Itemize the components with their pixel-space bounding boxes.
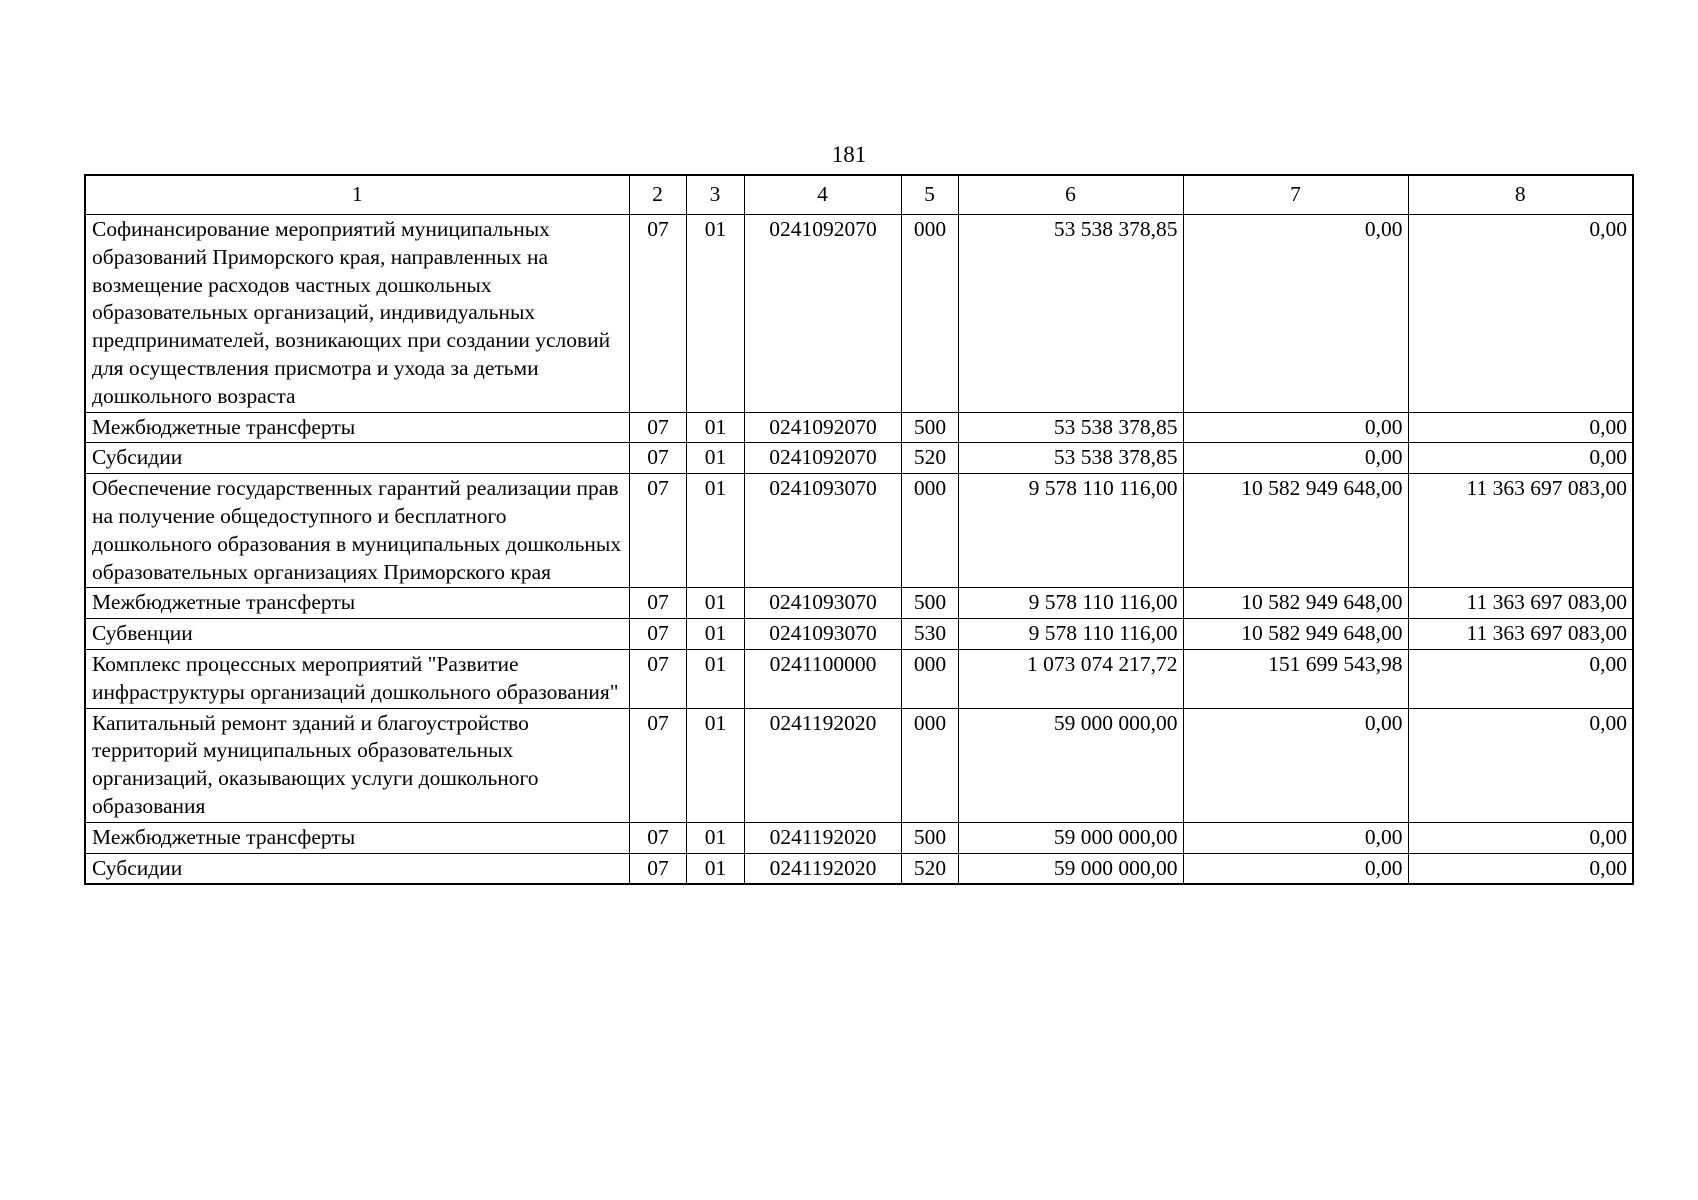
expense-type-code: 530	[901, 619, 958, 650]
amount-col-6: 59 000 000,00	[958, 853, 1183, 884]
subsection-code: 01	[686, 588, 744, 619]
header-cell-2: 2	[629, 175, 686, 215]
page-number: 181	[831, 142, 867, 167]
amount-col-8: 0,00	[1408, 853, 1633, 884]
section-code: 07	[629, 822, 686, 853]
expense-type-code: 520	[901, 443, 958, 474]
expense-type-code: 000	[901, 649, 958, 708]
amount-col-8: 0,00	[1408, 215, 1633, 413]
subsection-code: 01	[686, 443, 744, 474]
section-code: 07	[629, 649, 686, 708]
amount-col-6: 1 073 074 217,72	[958, 649, 1183, 708]
table-row	[85, 619, 1633, 650]
amount-col-8: 11 363 697 083,00	[1408, 619, 1633, 650]
target-article-code: 0241092070	[744, 443, 901, 474]
table-row	[85, 853, 1633, 884]
target-article-code: 0241192020	[744, 853, 901, 884]
amount-col-8: 0,00	[1408, 443, 1633, 474]
amount-col-7: 0,00	[1183, 708, 1408, 822]
row-name: Субвенции	[85, 619, 629, 650]
amount-col-7: 10 582 949 648,00	[1183, 619, 1408, 650]
table-row	[85, 474, 1633, 588]
table-row	[85, 588, 1633, 619]
subsection-code: 01	[686, 215, 744, 413]
section-code: 07	[629, 588, 686, 619]
subsection-code: 01	[686, 708, 744, 822]
header-cell-4: 4	[744, 175, 901, 215]
section-code: 07	[629, 853, 686, 884]
amount-col-6: 53 538 378,85	[958, 443, 1183, 474]
target-article-code: 0241192020	[744, 708, 901, 822]
row-name: Софинансирование мероприятий муниципальных образований Приморского края, направленных на возмещение расходов частных дошкольных образовательных организаций, индивидуальных предпринимателей, возникающих при создании условий для осуществления присмотра и ухода за детьми дошкольного возраста	[85, 215, 629, 413]
header-cell-1: 1	[85, 175, 629, 215]
amount-col-7: 0,00	[1183, 443, 1408, 474]
amount-col-6: 9 578 110 116,00	[958, 588, 1183, 619]
subsection-code: 01	[686, 412, 744, 443]
row-name: Субсидии	[85, 853, 629, 884]
amount-col-7: 0,00	[1183, 215, 1408, 413]
expense-type-code: 000	[901, 708, 958, 822]
budget-table	[84, 174, 1634, 885]
row-name: Капитальный ремонт зданий и благоустройство территорий муниципальных образовательных организаций, оказывающих услуги дошкольного образования	[85, 708, 629, 822]
target-article-code: 0241093070	[744, 588, 901, 619]
target-article-code: 0241092070	[744, 412, 901, 443]
subsection-code: 01	[686, 822, 744, 853]
target-article-code: 0241092070	[744, 215, 901, 413]
row-name: Межбюджетные трансферты	[85, 412, 629, 443]
subsection-code: 01	[686, 853, 744, 884]
expense-type-code: 000	[901, 215, 958, 413]
amount-col-6: 59 000 000,00	[958, 708, 1183, 822]
expense-type-code: 500	[901, 412, 958, 443]
table-row	[85, 215, 1633, 413]
expense-type-code: 000	[901, 474, 958, 588]
amount-col-7: 0,00	[1183, 853, 1408, 884]
table-row	[85, 708, 1633, 822]
amount-col-6: 53 538 378,85	[958, 215, 1183, 413]
target-article-code: 0241093070	[744, 619, 901, 650]
section-code: 07	[629, 708, 686, 822]
header-cell-5: 5	[901, 175, 958, 215]
amount-col-8: 0,00	[1408, 708, 1633, 822]
row-name: Межбюджетные трансферты	[85, 822, 629, 853]
expense-type-code: 520	[901, 853, 958, 884]
amount-col-7: 0,00	[1183, 412, 1408, 443]
row-name: Обеспечение государственных гарантий реализации прав на получение общедоступного и бесплатного дошкольного образования в муниципальных дошкольных образовательных организациях Приморского края	[85, 474, 629, 588]
table-row	[85, 649, 1633, 708]
target-article-code: 0241093070	[744, 474, 901, 588]
header-cell-8: 8	[1408, 175, 1633, 215]
expense-type-code: 500	[901, 822, 958, 853]
row-name: Комплекс процессных мероприятий "Развитие инфраструктуры организаций дошкольного образования"	[85, 649, 629, 708]
expense-type-code: 500	[901, 588, 958, 619]
table-row	[85, 412, 1633, 443]
section-code: 07	[629, 474, 686, 588]
amount-col-7: 151 699 543,98	[1183, 649, 1408, 708]
amount-col-8: 0,00	[1408, 649, 1633, 708]
table-row	[85, 822, 1633, 853]
subsection-code: 01	[686, 649, 744, 708]
section-code: 07	[629, 215, 686, 413]
amount-col-6: 59 000 000,00	[958, 822, 1183, 853]
amount-col-6: 9 578 110 116,00	[958, 474, 1183, 588]
section-code: 07	[629, 412, 686, 443]
header-cell-6: 6	[958, 175, 1183, 215]
section-code: 07	[629, 619, 686, 650]
section-code: 07	[629, 443, 686, 474]
amount-col-7: 0,00	[1183, 822, 1408, 853]
header-cell-3: 3	[686, 175, 744, 215]
amount-col-8: 0,00	[1408, 822, 1633, 853]
subsection-code: 01	[686, 474, 744, 588]
amount-col-7: 10 582 949 648,00	[1183, 588, 1408, 619]
amount-col-6: 9 578 110 116,00	[958, 619, 1183, 650]
row-name: Межбюджетные трансферты	[85, 588, 629, 619]
amount-col-7: 10 582 949 648,00	[1183, 474, 1408, 588]
amount-col-6: 53 538 378,85	[958, 412, 1183, 443]
amount-col-8: 0,00	[1408, 412, 1633, 443]
amount-col-8: 11 363 697 083,00	[1408, 588, 1633, 619]
amount-col-8: 11 363 697 083,00	[1408, 474, 1633, 588]
target-article-code: 0241100000	[744, 649, 901, 708]
target-article-code: 0241192020	[744, 822, 901, 853]
subsection-code: 01	[686, 619, 744, 650]
header-cell-7: 7	[1183, 175, 1408, 215]
table-row	[85, 443, 1633, 474]
header-row	[85, 175, 1633, 215]
row-name: Субсидии	[85, 443, 629, 474]
